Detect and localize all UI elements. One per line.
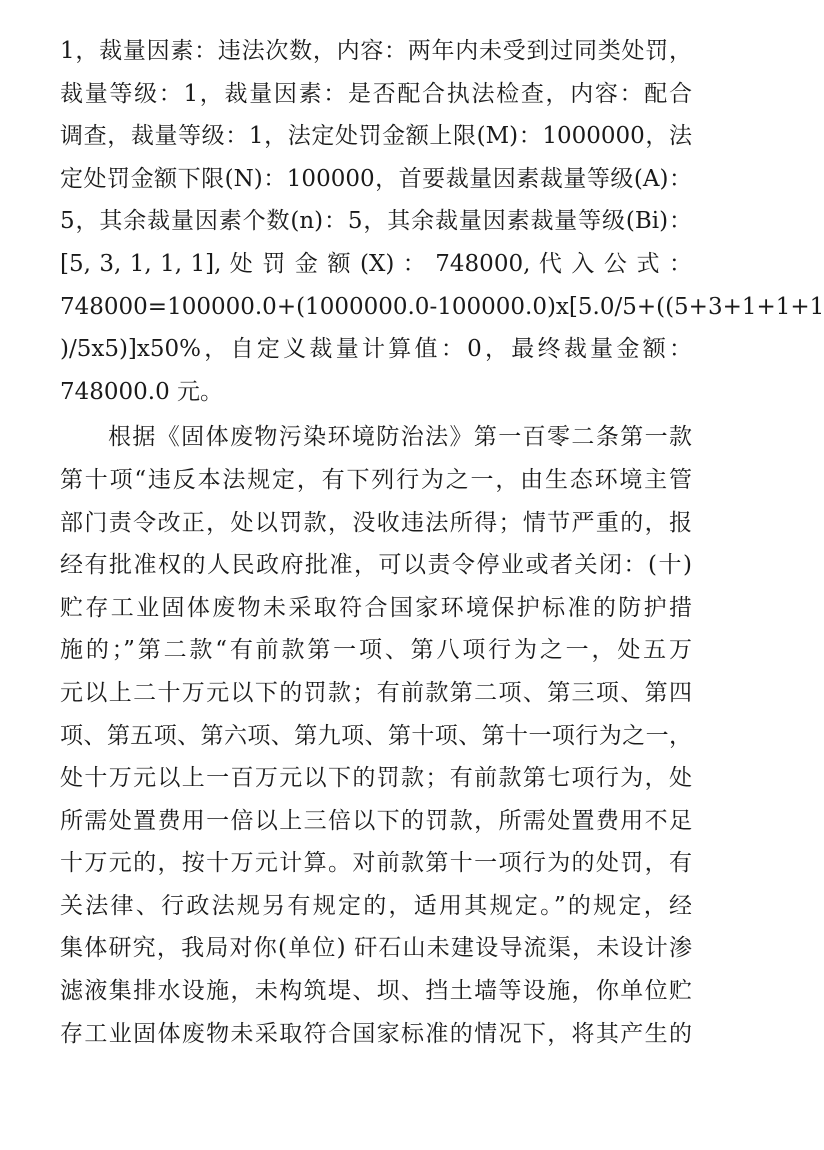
text-line: 5，其余裁量因素个数(n)：5，其余裁量因素裁量等级(Bi)： (60, 208, 692, 235)
text-line: 施的；”第二款“有前款第一项、第八项行为之一，处五万 (60, 637, 692, 664)
text-line: 748000=100000.0+(1000000.0-100000.0)x[5.0/5+((5+3+1+1+1 (60, 293, 824, 320)
text-line: 关法律、行政法规另有规定的，适用其规定。”的规定，经 (60, 892, 692, 919)
text-line: 根据《固体废物污染环境防治法》第一百零二条第一款 (108, 424, 692, 451)
text-line: 调查，裁量等级：1，法定处罚金额上限(M)：1000000，法 (60, 123, 692, 150)
paragraph-discretion-calculation (60, 30, 824, 413)
text-line: 部门责令改正，处以罚款，没收违法所得；情节严重的，报 (60, 509, 692, 536)
text-line: 集体研究，我局对你(单位) 矸石山未建设导流渠，未设计渗 (60, 935, 692, 962)
text-line: 滤液集排水设施，未构筑堤、坝、挡土墙等设施，你单位贮 (60, 978, 692, 1005)
text-line: 所需处置费用一倍以上三倍以下的罚款，所需处置费用不足 (60, 807, 692, 834)
text-line: [5, 3, 1, 1, 1], 处 罚 金 额 (X) ： 748000, 代 入 公 式 ： (60, 250, 692, 277)
paragraph-legal-basis (60, 416, 692, 1055)
document-page (60, 30, 824, 1055)
text-line: 经有批准权的人民政府批准，可以责令停业或者关闭：(十) (60, 552, 692, 579)
text-line: )/5x5)]x50%，自定义裁量计算值：0，最终裁量金额： (60, 336, 692, 363)
text-line: 定处罚金额下限(N)：100000，首要裁量因素裁量等级(A)： (60, 165, 692, 192)
text-line: 存工业固体废物未采取符合国家标准的情况下，将其产生的 (60, 1020, 692, 1047)
text-line: 贮存工业固体废物未采取符合国家环境保护标准的防护措 (60, 594, 692, 621)
text-line: 裁量等级：1，裁量因素：是否配合执法检查，内容：配合 (60, 80, 692, 107)
text-line: 处十万元以上一百万元以下的罚款；有前款第七项行为，处 (60, 765, 692, 792)
text-line: 元以上二十万元以下的罚款；有前款第二项、第三项、第四 (60, 679, 692, 706)
text-line: 十万元的，按十万元计算。对前款第十一项行为的处罚，有 (60, 850, 692, 877)
text-line: 项、第五项、第六项、第九项、第十项、第十一项行为之一， (60, 722, 692, 749)
text-line: 第十项“违反本法规定，有下列行为之一，由生态环境主管 (60, 466, 692, 493)
text-line: 748000.0 元。 (60, 378, 224, 405)
text-line: 1，裁量因素：违法次数，内容：两年内未受到过同类处罚， (60, 38, 692, 64)
